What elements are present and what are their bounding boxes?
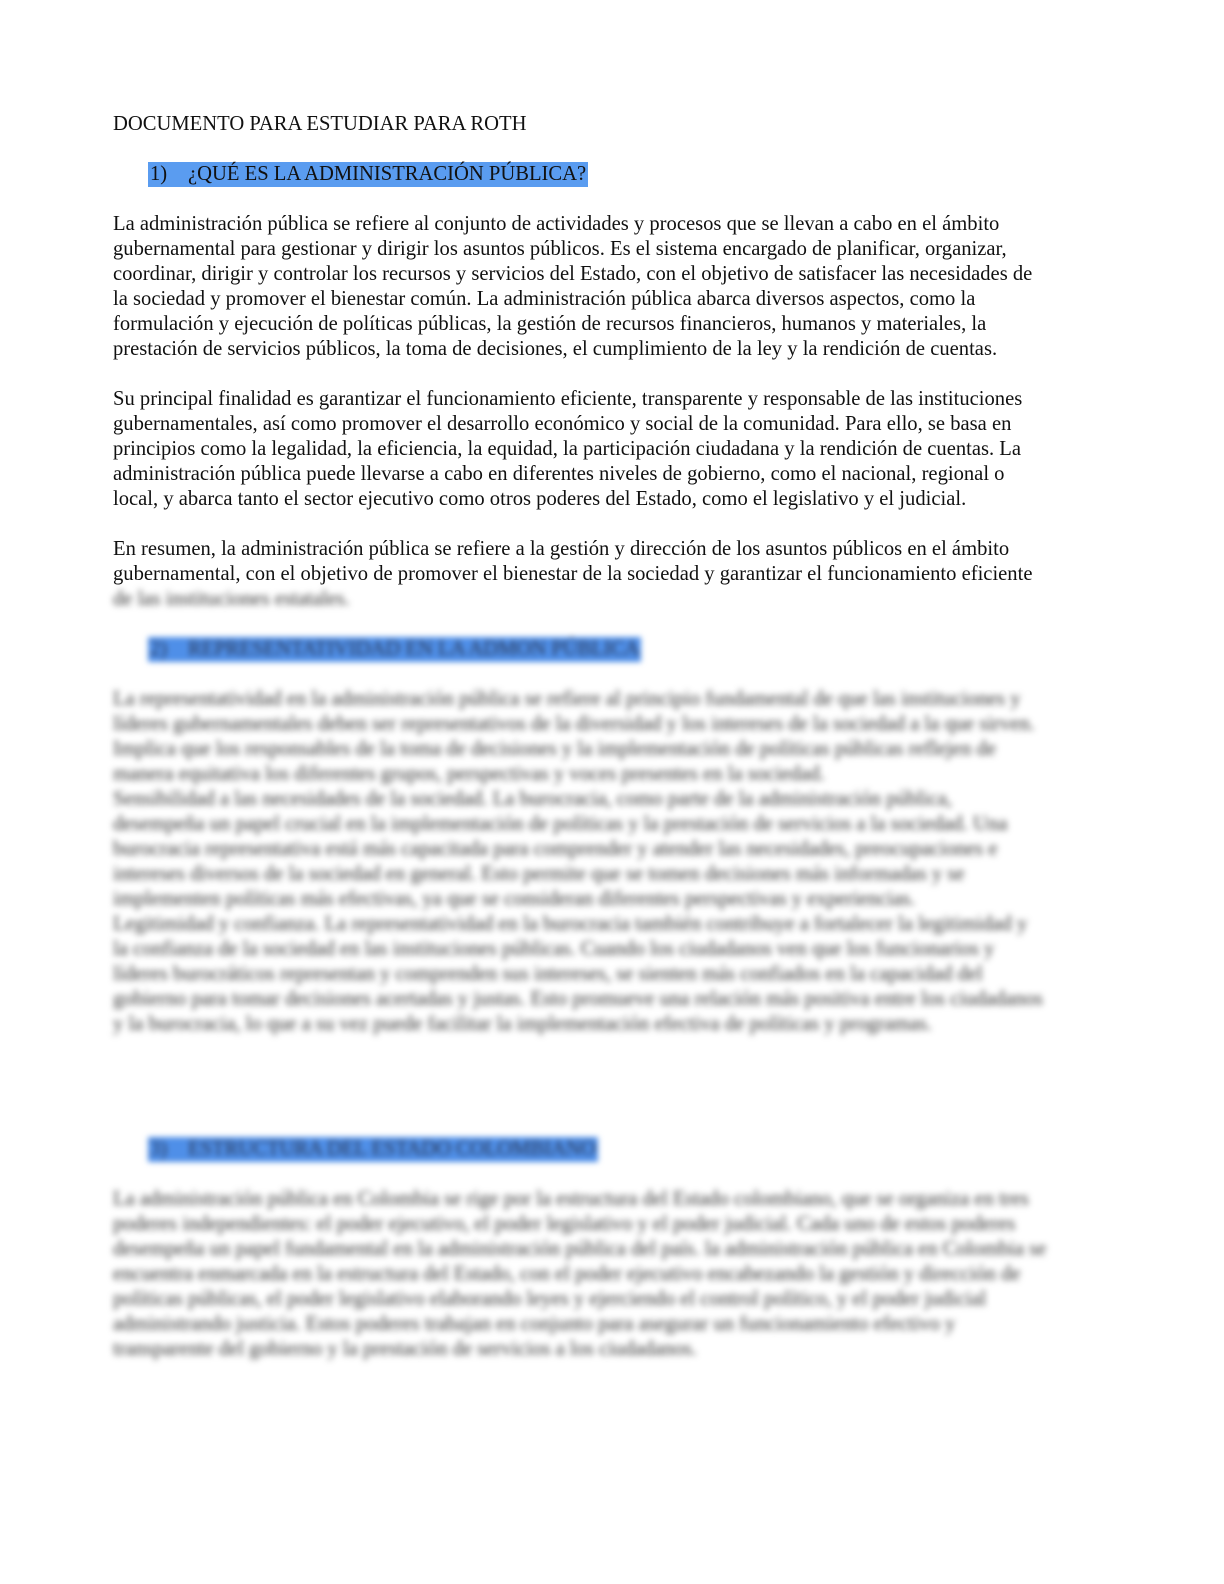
text-line: prestación de servicios públicos, la toma de decisiones, el cumplimiento de la ley y la rendición de cuentas. bbox=[113, 338, 998, 360]
text-line: encuentra enmarcada en la estructura del Estado, con el poder ejecutivo encabezando la gestión y dirección de bbox=[113, 1263, 1021, 1285]
text-line: líderes burocráticos representan y comprenden sus intereses, se sienten más confiados en la capacidad del bbox=[113, 963, 983, 985]
text-line: gubernamentales, así como promover el desarrollo económico y social de la comunidad. Para ello, se basa en bbox=[113, 413, 1012, 435]
text-line: la sociedad y promover el bienestar común. La administración pública abarca diversos aspectos, como la bbox=[113, 288, 976, 310]
text-line: principios como la legalidad, la eficiencia, la equidad, la participación ciudadana y la rendición de cuentas. La bbox=[113, 438, 1022, 460]
text-line: administrando justicia. Estos poderes trabajan en conjunto para asegurar un funcionamiento efectivo y bbox=[113, 1313, 956, 1335]
section-1-heading bbox=[113, 162, 1103, 187]
text-line: manera equitativa los diferentes grupos, perspectivas y voces presentes en la sociedad. bbox=[113, 763, 825, 785]
paragraph bbox=[113, 212, 1103, 362]
paragraph bbox=[113, 1187, 1103, 1362]
text-line: Legitimidad y confianza. La representatividad en la burocracia también contribuye a fortalecer la legitimidad y bbox=[113, 913, 1028, 935]
section-number: 1) bbox=[150, 163, 168, 185]
paragraph bbox=[113, 387, 1103, 512]
text-line: poderes independientes: el poder ejecutivo, el poder legislativo y el poder judicial. Cada uno de estos poderes bbox=[113, 1213, 1016, 1235]
highlighted-heading bbox=[148, 162, 588, 187]
text-line: desempeña un papel fundamental en la administración pública del país. la administración pública en Colombia se bbox=[113, 1238, 1047, 1260]
heading-text: ¿QUÉ ES LA ADMINISTRACIÓN PÚBLICA? bbox=[188, 163, 587, 185]
section-2-heading bbox=[113, 637, 1103, 662]
section-number: 2) bbox=[150, 638, 168, 660]
text-line: transparente del gobierno y la prestación de servicios a los ciudadanos. bbox=[113, 1338, 697, 1360]
text-line: gobierno para tomar decisiones acertadas y justas. Esto promueve una relación más positiva entre los ciudadanos bbox=[113, 988, 1043, 1010]
heading-text: REPRESENTATIVIDAD EN LA ADMON PÚBLICA bbox=[188, 638, 640, 660]
text-line: La administración pública en Colombia se rige por la estructura del Estado colombiano, que se organiza en tres bbox=[113, 1188, 1029, 1210]
text-line: implementen políticas más efectivas, ya que se consideran diferentes perspectivas y experiencias. bbox=[113, 888, 916, 910]
document-page bbox=[113, 112, 1103, 1362]
text-line: En resumen, la administración pública se refiere a la gestión y dirección de los asuntos públicos en el ámbito bbox=[113, 538, 1010, 560]
text-line: local, y abarca tanto el sector ejecutivo como otros poderes del Estado, como el legislativo y el judicial. bbox=[113, 488, 967, 510]
section-3-heading bbox=[113, 1137, 1103, 1162]
text-line: Su principal finalidad es garantizar el funcionamiento eficiente, transparente y responsable de las instituciones bbox=[113, 388, 1023, 410]
text-line: administración pública puede llevarse a cabo en diferentes niveles de gobierno, como el nacional, regional o bbox=[113, 463, 1005, 485]
text-line: Sensibilidad a las necesidades de la sociedad. La burocracia, como parte de la administración pública, bbox=[113, 788, 952, 810]
text-line: y la burocracia, lo que a su vez puede facilitar la implementación efectiva de políticas y programas. bbox=[113, 1013, 932, 1035]
text-line: políticas públicas, el poder legislativo elaborando leyes y ejerciendo el control político, y el poder judicial bbox=[113, 1288, 987, 1310]
text-line: La representatividad en la administración pública se refiere al principio fundamental de que las instituciones y bbox=[113, 688, 1021, 710]
paragraph bbox=[113, 537, 1103, 612]
text-line: La administración pública se refiere al conjunto de actividades y procesos que se llevan a cabo en el ámbito bbox=[113, 213, 1000, 235]
text-line: gubernamental para gestionar y dirigir los asuntos públicos. Es el sistema encargado de planificar, organizar, bbox=[113, 238, 1007, 260]
text-line: de las instituciones estatales. bbox=[113, 588, 350, 610]
section-number: 3) bbox=[150, 1138, 168, 1160]
document-title: DOCUMENTO PARA ESTUDIAR PARA ROTH bbox=[113, 113, 527, 135]
text-line: burocracia representativa está más capacitada para comprender y atender las necesidades, preocupaciones e bbox=[113, 838, 998, 860]
paragraph bbox=[113, 687, 1103, 1037]
text-line: formulación y ejecución de políticas públicas, la gestión de recursos financieros, humanos y materiales, la bbox=[113, 313, 987, 335]
text-line: intereses diversos de la sociedad en general. Esto permite que se tomen decisiones más informadas y se bbox=[113, 863, 965, 885]
heading-text: ESTRUCTURA DEL ESTADO COLOMBIANO bbox=[188, 1138, 596, 1160]
text-line: Implica que los responsables de la toma de decisiones y la implementación de políticas públicas reflejen de bbox=[113, 738, 996, 760]
highlighted-heading bbox=[148, 1137, 598, 1162]
text-line: la confianza de la sociedad en las instituciones públicas. Cuando los ciudadanos ven que los funcionarios y bbox=[113, 938, 995, 960]
text-line: desempeña un papel crucial en la implementación de políticas y la prestación de servicios a la sociedad. Una bbox=[113, 813, 1008, 835]
text-line: coordinar, dirigir y controlar los recursos y servicios del Estado, con el objetivo de satisfacer las necesidades de bbox=[113, 263, 1033, 285]
text-line: gubernamental, con el objetivo de promover el bienestar de la sociedad y garantizar el funcionamiento eficiente bbox=[113, 563, 1033, 585]
highlighted-heading bbox=[148, 637, 641, 662]
text-line: líderes gubernamentales deben ser representativos de la diversidad y los intereses de la sociedad a la que sirven. bbox=[113, 713, 1035, 735]
